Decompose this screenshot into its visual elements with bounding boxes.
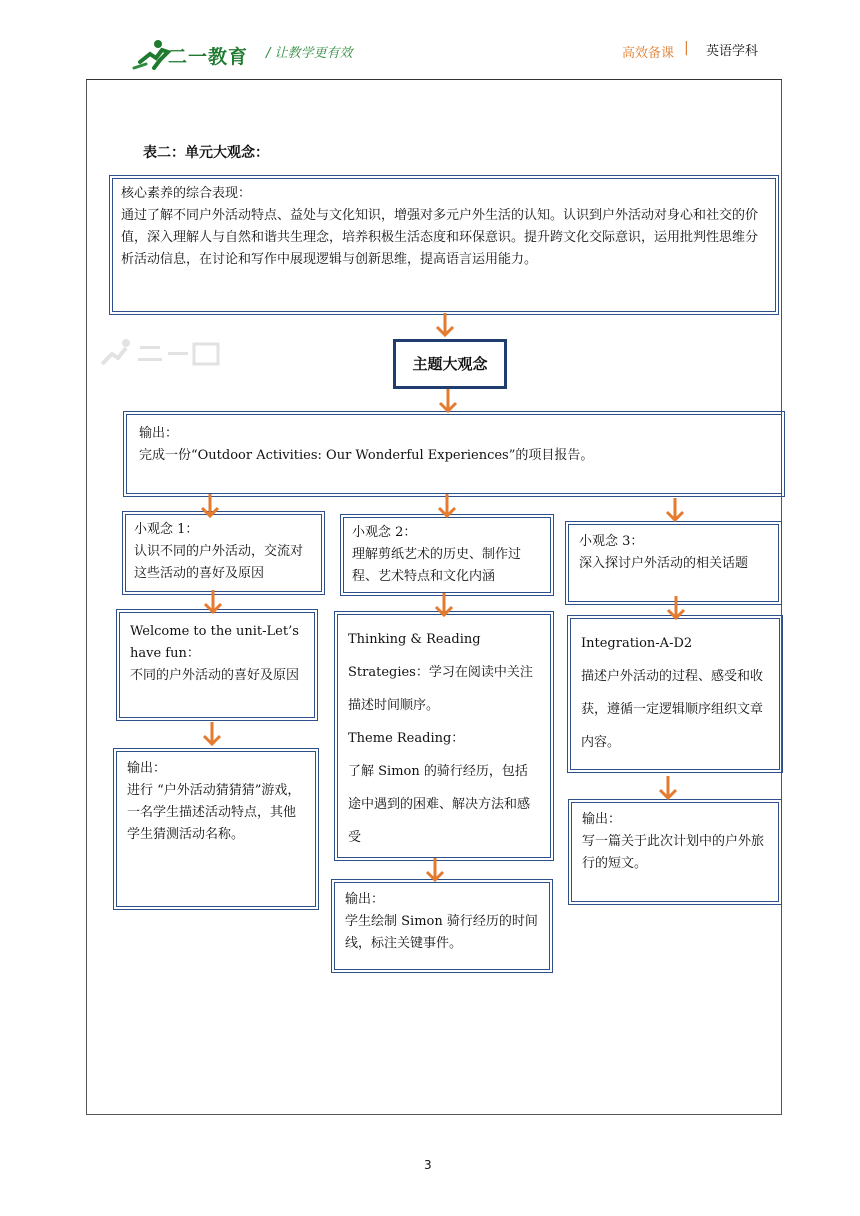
arrow-down-icon [665, 498, 685, 522]
idea-title-1: 小观念 1： [134, 522, 199, 537]
arrow-down-icon [202, 722, 222, 746]
page-number: 3 [424, 1158, 432, 1172]
lesson-para: 了解 Simon 的骑行经历，包括途中遇到的困难、解决方法和感受 [348, 764, 531, 845]
lesson-para: Welcome to the unit-Let’s have fun： [130, 624, 299, 661]
arrow-down-icon [658, 776, 678, 800]
project-output-heading: 输出： [139, 426, 179, 441]
idea-box-2 [343, 517, 551, 593]
arrow-down-icon [425, 858, 445, 882]
lesson-para: Thinking & Reading [348, 632, 481, 647]
arrow-down-icon [438, 389, 458, 413]
watermark-logo-icon [96, 336, 226, 370]
theme-box: 主题大观念 [393, 339, 507, 389]
output-heading-1: 输出： [127, 761, 167, 776]
lesson-para: Integration-A-D2 [581, 636, 693, 651]
idea-box-3 [568, 524, 779, 602]
core-heading: 核心素养的综合表现： [121, 186, 252, 201]
lesson-para: 描述户外活动的过程、感受和收获，遵循一定逻辑顺序组织文章内容。 [581, 669, 764, 750]
header-subject: 英语学科 [706, 44, 759, 59]
core-competency-box [112, 178, 776, 312]
lesson-para: 不同的户外活动的喜好及原因 [130, 668, 300, 683]
header-separator: | [684, 40, 689, 56]
arrow-down-icon [434, 593, 454, 617]
output-body-3: 写一篇关于此次计划中的户外旅行的短文。 [582, 834, 765, 871]
project-output-body: 完成一份“Outdoor Activities: Our Wonderful Experiences”的项目报告。 [139, 448, 594, 463]
output-box-2 [334, 882, 550, 970]
output-heading-2: 输出： [345, 892, 385, 907]
lesson-para: Theme Reading： [348, 731, 465, 746]
idea-body-3: 深入探讨户外活动的相关话题 [579, 556, 749, 571]
brand-name: 二一教育 [168, 46, 249, 68]
lesson-box-3 [570, 618, 780, 770]
arrow-down-icon [203, 590, 223, 614]
section-title: 表二：单元大观念： [143, 145, 269, 161]
idea-title-3: 小观念 3： [579, 534, 644, 549]
idea-body-2: 理解剪纸艺术的历史、制作过程、艺术特点和文化内涵 [352, 547, 522, 584]
header-badge: 高效备课 [622, 46, 675, 61]
core-body: 通过了解不同户外活动特点、益处与文化知识，增强对多元户外生活的认知。认识到户外活动对身心和社交的价值，深入理解人与自然和谐共生理念，培养积极生活态度和环保意识。提升跨文化交际意识，运用批判性思维分析活动信息，在讨论和写作中展现逻辑与创新思维，提高语言运用能力。 [121, 208, 759, 267]
output-body-2: 学生绘制 Simon 骑行经历的时间线，标注关键事件。 [345, 914, 538, 951]
output-body-1: 进行 “户外活动猜猜猜”游戏，一名学生描述活动特点，其他学生猜测活动名称。 [127, 783, 301, 842]
idea-box-1 [125, 514, 322, 592]
lesson-box-1 [119, 612, 315, 718]
slogan: / 让教学更有效 [266, 46, 353, 61]
arrow-down-icon [435, 313, 455, 337]
arrow-down-icon [666, 596, 686, 620]
arrow-down-icon [437, 494, 457, 518]
output-heading-3: 输出： [582, 812, 622, 827]
arrow-down-icon [200, 494, 220, 518]
lesson-box-2 [337, 614, 551, 858]
idea-title-2: 小观念 2： [352, 525, 417, 540]
project-output-box [126, 414, 782, 494]
output-box-3 [571, 802, 779, 902]
lesson-para: Strategies：学习在阅读中关注描述时间顺序。 [348, 665, 533, 713]
idea-body-1: 认识不同的户外活动，交流对这些活动的喜好及原因 [134, 544, 304, 581]
output-box-1 [116, 751, 316, 907]
